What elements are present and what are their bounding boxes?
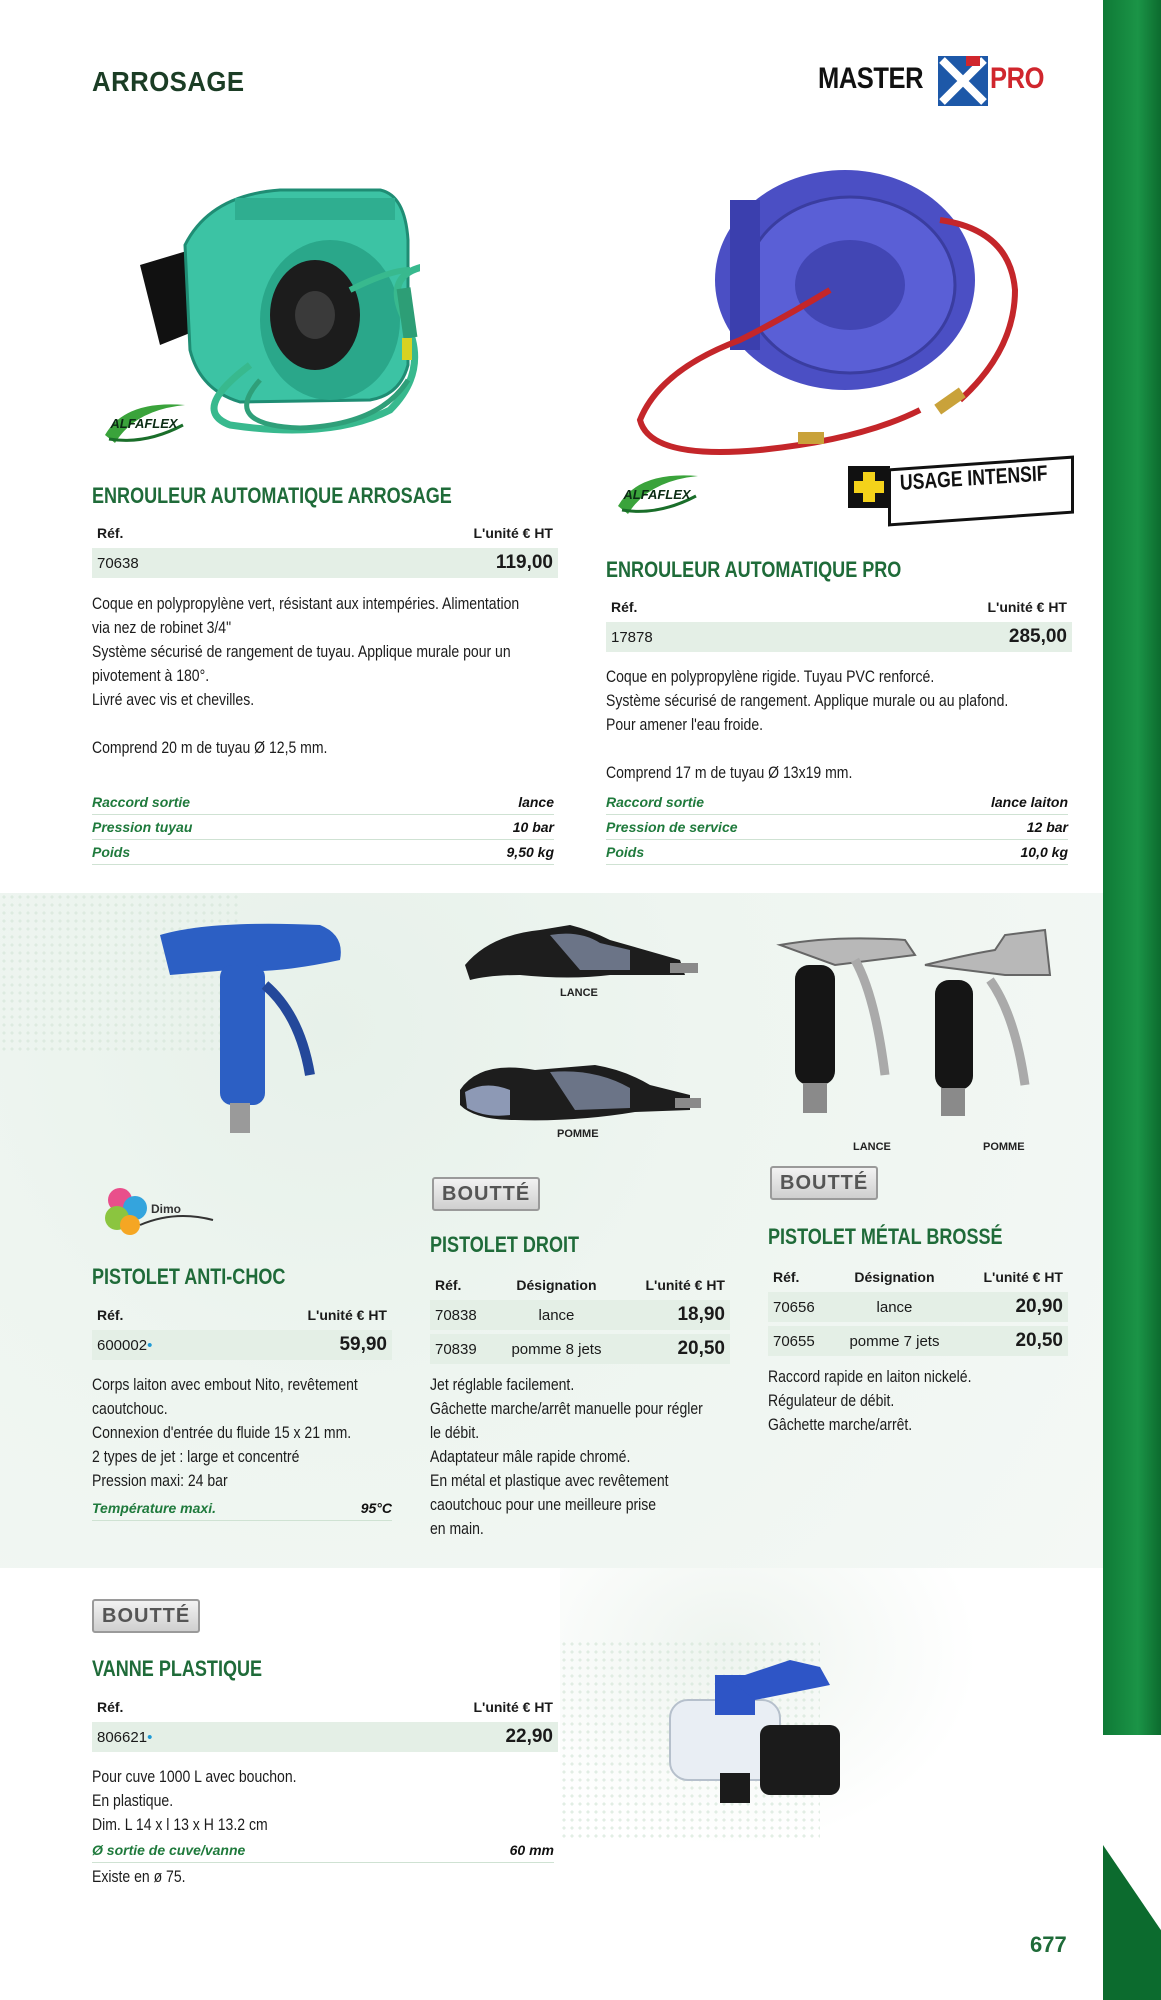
brand-logo-right: PRO [990,62,1044,95]
desc-line: Dim. L 14 x l 13 x H 13.2 cm [92,1816,268,1834]
desc-spacer [606,737,1008,761]
product-table-enrouleur-arrosage [92,518,558,582]
spec-key: Raccord sortie [92,794,191,810]
alfaflex-logo [95,395,193,451]
cell-price: 59,90 [219,1330,392,1360]
cell-price: 18,90 [619,1300,730,1330]
brand-logo-right-wrap [990,62,1044,96]
spec-key: Raccord sortie [606,794,705,810]
cell-ref: 17878 [606,622,777,652]
desc-line: En métal et plastique avec revêtement [430,1472,669,1490]
spec-key: Température maxi. [92,1500,216,1516]
table-row [92,1330,392,1360]
spec-key: Ø sortie de cuve/vanne [92,1842,246,1858]
label-lance: LANCE [560,987,598,999]
col-ref: Réf. [97,525,124,541]
spec-key: Pression de service [606,819,738,835]
product-note: Existe en ø 75. [92,1868,186,1886]
desc-line: Adaptateur mâle rapide chromé. [430,1448,631,1466]
desc-line: caoutchouc pour une meilleure prise [430,1496,657,1514]
cell-price: 22,90 [289,1722,558,1752]
brand-logo [818,62,923,96]
table-row [768,1326,1068,1356]
lance-nozzle-image [460,915,700,995]
col-designation: Désignation [516,1277,597,1293]
spec-key: Poids [92,844,131,860]
desc-line: Connexion d'entrée du fluide 15 x 21 mm. [92,1424,352,1442]
spec-value: 9,50 kg [506,844,554,860]
table-row [768,1292,1068,1322]
product-title-enrouleur-arrosage: ENROULEUR AUTOMATIQUE ARROSAGE [92,483,452,508]
product-table-vanne-plastique [92,1692,558,1756]
product-description [92,1373,358,1493]
product-title-pistolet-droit: PISTOLET DROIT [430,1232,580,1257]
desc-line: Système sécurisé de rangement. Applique murale ou au plafond. [606,692,1009,710]
col-price: L'unité € HT [307,1307,387,1323]
cell-price: 119,00 [263,548,558,578]
desc-line: le débit. [430,1424,480,1442]
product-table-enrouleur-pro [606,592,1072,656]
desc-line: Système sécurisé de rangement de tuyau. Applique murale pour un [92,643,511,661]
desc-line: Pression maxi: 24 bar [92,1472,228,1490]
desc-line: Raccord rapide en laiton nickelé. [768,1368,972,1386]
masterpro-cross-icon [938,56,988,106]
product-description [606,665,1008,785]
product-description [430,1373,703,1541]
desc-line: Comprend 17 m de tuyau Ø 13x19 mm. [606,764,853,782]
spec-key: Pression tuyau [92,819,193,835]
dimo-logo-text: Dimo [151,1202,181,1216]
col-ref: Réf. [97,1699,124,1715]
pomme-nozzle-image [455,1050,705,1135]
desc-line: Régulateur de débit. [768,1392,895,1410]
cell-designation: lance [832,1292,956,1322]
desc-line: Jet réglable facilement. [430,1376,575,1394]
boutte-logo: BOUTTÉ [432,1177,540,1211]
corner-color-tab [1103,1845,1161,2000]
cell-ref [92,1722,289,1752]
brand-logo-left: MASTER [818,62,924,95]
plus-icon [848,466,890,508]
spec-row [606,815,1068,840]
spec-value: 10 bar [512,819,554,835]
desc-line: caoutchouc. [92,1400,168,1418]
page-number: 677 [1030,1932,1067,1957]
desc-line: Pour amener l'eau froide. [606,716,764,734]
product-title-pistolet-anti-choc: PISTOLET ANTI-CHOC [92,1264,286,1289]
table-header [92,1304,392,1326]
product-description [92,592,519,760]
col-ref: Réf. [611,599,638,615]
product-title-vanne-plastique: VANNE PLASTIQUE [92,1656,263,1681]
desc-line: en main. [430,1520,484,1538]
spec-row [92,1496,392,1521]
metal-spray-guns-image [775,925,1075,1125]
cell-designation: lance [494,1300,618,1330]
col-price: L'unité € HT [473,1699,553,1715]
col-price: L'unité € HT [473,525,553,541]
desc-line: Gâchette marche/arrêt manuelle pour régler [430,1400,703,1418]
ref-mark: • [147,1728,153,1746]
spec-row [606,840,1068,865]
cell-price: 20,50 [957,1326,1068,1356]
table-header [430,1274,730,1296]
boutte-logo: BOUTTÉ [92,1599,200,1633]
product-title-enrouleur-pro: ENROULEUR AUTOMATIQUE PRO [606,557,902,582]
table-row [92,1722,558,1752]
alfaflex-logo [608,466,706,522]
table-header [92,1696,558,1718]
table-row [430,1300,730,1330]
cell-ref: 70655 [768,1326,832,1356]
desc-line: 2 types de jet : large et concentré [92,1448,300,1466]
alfaflex-logo-text: ALFAFLEX [623,486,691,502]
spec-key: Poids [606,844,645,860]
desc-line: Coque en polypropylène vert, résistant aux intempéries. Alimentation [92,595,520,613]
desc-spacer [92,712,519,736]
spec-value: 95°C [360,1500,392,1516]
col-price: L'unité € HT [645,1277,725,1293]
product-specs [606,790,1068,865]
desc-line: En plastique. [92,1792,174,1810]
spec-row [92,1838,554,1863]
table-row [92,548,558,578]
alfaflex-logo-text: ALFAFLEX [110,415,178,431]
table-row [430,1334,730,1364]
cell-price: 285,00 [777,622,1072,652]
table-row [606,622,1072,652]
spec-value: 12 bar [1026,819,1068,835]
desc-line: Livré avec vis et chevilles. [92,691,255,709]
product-table-pistolet-metal-brosse [768,1262,1068,1360]
spec-value: lance laiton [990,794,1068,810]
product-specs [92,790,554,865]
product-title-pistolet-metal-brosse: PISTOLET MÉTAL BROSSÉ [768,1224,1003,1249]
cell-ref: 70638 [92,548,263,578]
product-specs [92,1496,392,1521]
dimo-logo [95,1180,215,1242]
desc-line: Comprend 20 m de tuyau Ø 12,5 mm. [92,739,328,757]
desc-line: Gâchette marche/arrêt. [768,1416,913,1434]
desc-line: Pour cuve 1000 L avec bouchon. [92,1768,297,1786]
col-ref: Réf. [773,1269,800,1285]
cell-ref: 70838 [430,1300,494,1330]
usage-intensif-badge [848,456,1078,522]
col-ref: Réf. [97,1307,124,1323]
desc-line: Corps laiton avec embout Nito, revêtement [92,1376,358,1394]
product-specs [92,1838,554,1863]
col-price: L'unité € HT [983,1269,1063,1285]
spec-row [92,840,554,865]
label-pomme: POMME [983,1141,1025,1153]
cell-ref: 70656 [768,1292,832,1322]
table-header [92,522,558,544]
side-color-bar [1103,0,1161,1735]
desc-line: via nez de robinet 3/4" [92,619,232,637]
plastic-valve-image [660,1655,860,1815]
ref-mark: • [147,1336,153,1354]
blue-spray-gun-image [150,915,350,1140]
cell-price: 20,90 [957,1292,1068,1322]
ref-value: 806621 [97,1728,148,1746]
badge-text: USAGE INTENSIF [899,460,1048,495]
blue-hose-reel-image [620,170,1040,470]
label-pomme: POMME [557,1128,599,1140]
cell-ref: 70839 [430,1334,494,1364]
product-description [92,1765,297,1837]
spec-value: 60 mm [509,1842,554,1858]
cell-designation: pomme 7 jets [832,1326,956,1356]
label-lance: LANCE [853,1141,891,1153]
table-header [606,596,1072,618]
boutte-logo: BOUTTÉ [770,1166,878,1200]
col-price: L'unité € HT [987,599,1067,615]
spec-value: lance [518,794,554,810]
desc-line: Coque en polypropylène rigide. Tuyau PVC renforcé. [606,668,935,686]
cell-designation: pomme 8 jets [494,1334,618,1364]
spec-row [606,790,1068,815]
spec-value: 10,0 kg [1020,844,1068,860]
table-header [768,1266,1068,1288]
spec-row [92,815,554,840]
product-table-pistolet-anti-choc [92,1300,392,1364]
product-description [768,1365,971,1437]
desc-line: pivotement à 180°. [92,667,210,685]
ref-value: 600002 [97,1336,148,1354]
cell-ref [92,1330,219,1360]
section-title: ARROSAGE [92,66,245,97]
cell-price: 20,50 [619,1334,730,1364]
product-table-pistolet-droit [430,1270,730,1368]
spec-row [92,790,554,815]
col-ref: Réf. [435,1277,462,1293]
col-designation: Désignation [854,1269,935,1285]
